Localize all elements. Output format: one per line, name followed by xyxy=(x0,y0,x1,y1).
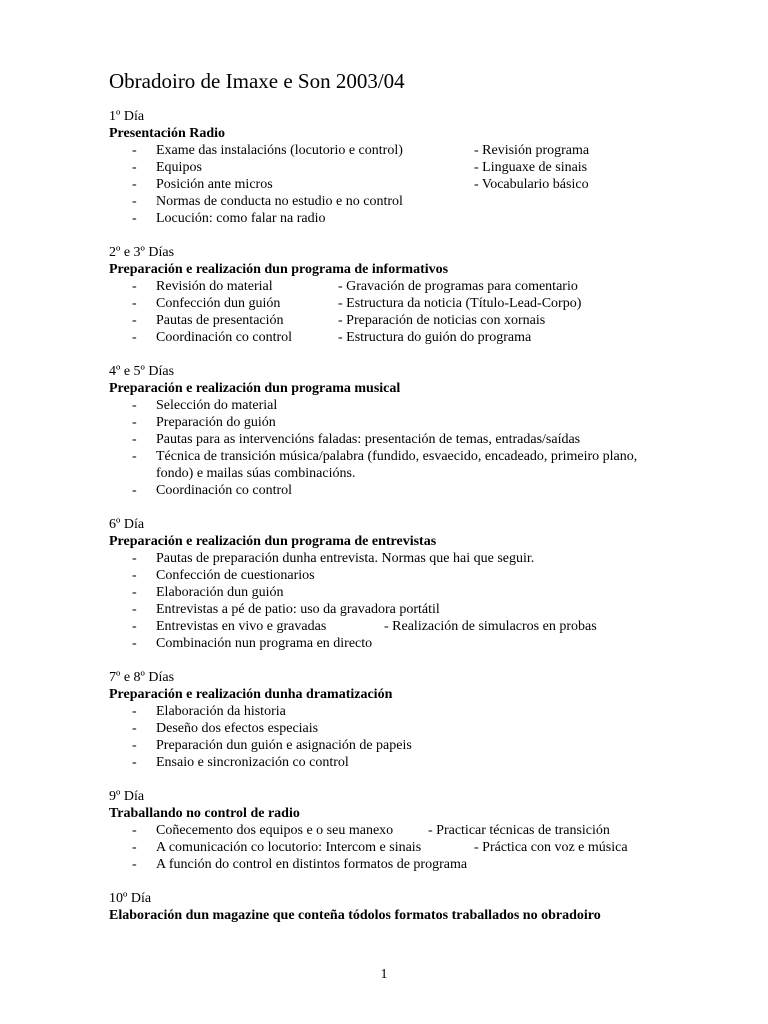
section-heading: Preparación e realización dunha dramatización xyxy=(109,687,393,702)
item-extra-text: - Practicar técnicas de transición xyxy=(428,823,610,838)
item-text: Pautas de presentación xyxy=(156,313,284,328)
item-text: A comunicación co locutorio: Intercom e sinais xyxy=(156,840,422,855)
item-extra-text: - Gravación de programas para comentario xyxy=(338,279,578,294)
item-extra-text: - Linguaxe de sinais xyxy=(474,160,588,175)
item-text: Equipos xyxy=(156,160,202,175)
item-text: Elaboración dun guión xyxy=(156,585,284,600)
item-list xyxy=(109,703,709,771)
list-item: - Confección dun guión - Estructura da noticia (Título-Lead-Corpo) xyxy=(132,296,582,311)
list-item: - Pautas para as intervencións faladas: presentación de temas, entradas/saídas xyxy=(132,432,581,447)
list-item: - Pautas de presentación - Preparación de noticias con xornais xyxy=(132,313,546,328)
item-text: Preparación do guión xyxy=(156,415,276,430)
list-item: - A comunicación co locutorio: Intercom e sinais - Práctica con voz e música xyxy=(132,840,628,855)
list-item: - Elaboración da historia xyxy=(132,704,286,719)
list-item: - Coñecemento dos equipos e o seu manexo - Practicar técnicas de transición xyxy=(132,823,610,838)
section-heading: Preparación e realización dun programa de informativos xyxy=(109,262,449,277)
list-item: - Normas de conducta no estudio e no control xyxy=(132,194,403,209)
list-item: - Entrevistas en vivo e gravadas - Realización de simulacros en probas xyxy=(132,619,597,634)
item-extra-text: - Estructura da noticia (Título-Lead-Corpo) xyxy=(338,296,582,311)
list-item: - Deseño dos efectos especiais xyxy=(132,721,319,736)
item-extra-text: - Revisión programa xyxy=(474,143,590,158)
section-heading: Presentación Radio xyxy=(109,126,226,141)
page-number: 1 xyxy=(380,967,388,982)
item-text: Selección do material xyxy=(156,398,278,413)
section-heading: Elaboración dun magazine que conteña tódolos formatos traballados no obradoiro xyxy=(109,908,601,923)
item-text: Pautas para as intervencións faladas: presentación de temas, entradas/saídas xyxy=(156,432,581,447)
list-item: - Equipos - Linguaxe de sinais xyxy=(132,160,588,175)
item-text: Normas de conducta no estudio e no control xyxy=(156,194,403,209)
item-text: Posición ante micros xyxy=(156,177,273,192)
item-text: Confección de cuestionarios xyxy=(156,568,315,583)
item-list xyxy=(109,142,709,227)
item-text: Confección dun guión xyxy=(156,296,281,311)
list-item: - Preparación do guión xyxy=(132,415,276,430)
document-body xyxy=(109,108,709,941)
section-day-10 xyxy=(109,890,709,924)
section-days-2-3 xyxy=(109,244,709,346)
item-extra-text: - Estructura do guión do programa xyxy=(338,330,532,345)
item-text: Entrevistas en vivo e gravadas xyxy=(156,619,327,634)
list-item: - A función do control en distintos formatos de programa xyxy=(132,857,468,872)
list-item: - Entrevistas a pé de patio: uso da gravadora portátil xyxy=(132,602,440,617)
item-list xyxy=(109,550,709,652)
section-heading: Preparación e realización dun programa musical xyxy=(109,381,401,396)
list-item: - Posición ante micros - Vocabulario básico xyxy=(132,177,589,192)
section-day-label: 9º Día xyxy=(109,789,145,804)
section-days-4-5 xyxy=(109,363,709,499)
list-item: - Exame das instalacións (locutorio e control) - Revisión programa xyxy=(132,143,590,158)
item-text: Pautas de preparación dunha entrevista. Normas que hai que seguir. xyxy=(156,551,535,566)
section-day-label: 1º Día xyxy=(109,109,145,124)
item-text: A función do control en distintos formatos de programa xyxy=(156,857,468,872)
section-heading: Preparación e realización dun programa de entrevistas xyxy=(109,534,437,549)
section-day-label: 4º e 5º Días xyxy=(109,364,175,379)
section-day-6 xyxy=(109,516,709,652)
list-item: - Selección do material xyxy=(132,398,278,413)
section-day-label: 10º Día xyxy=(109,891,152,906)
item-extra-text: - Realización de simulacros en probas xyxy=(384,619,597,634)
item-text: Coordinación co control xyxy=(156,483,293,498)
item-text: Preparación dun guión e asignación de papeis xyxy=(156,738,412,753)
list-item: - Elaboración dun guión xyxy=(132,585,284,600)
list-item: - Técnica de transición música/palabra (fundido, esvaecido, encadeado, primeiro plano, fondo) e mailas súas combinacións. xyxy=(109,448,709,482)
item-text: Coñecemento dos equipos e o seu manexo xyxy=(156,823,394,838)
item-text: Deseño dos efectos especiais xyxy=(156,721,319,736)
section-day-label: 7º e 8º Días xyxy=(109,670,175,685)
list-item: - Confección de cuestionarios xyxy=(132,568,315,583)
item-extra-text: - Vocabulario básico xyxy=(474,177,589,192)
list-item: - Coordinación co control xyxy=(132,483,293,498)
list-item: - Combinación nun programa en directo xyxy=(132,636,373,651)
item-extra-text: - Preparación de noticias con xornais xyxy=(338,313,546,328)
item-text: Elaboración da historia xyxy=(156,704,286,719)
item-text: Locución: como falar na radio xyxy=(156,211,326,226)
section-day-label: 6º Día xyxy=(109,517,145,532)
item-text: Exame das instalacións (locutorio e control) xyxy=(156,143,403,158)
item-text: Entrevistas a pé de patio: uso da gravadora portátil xyxy=(156,602,440,617)
section-day-9 xyxy=(109,788,709,873)
section-days-7-8 xyxy=(109,669,709,771)
list-item: - Locución: como falar na radio xyxy=(132,211,326,226)
list-item: - Revisión do material - Gravación de programas para comentario xyxy=(132,279,578,294)
item-list xyxy=(109,278,709,346)
section-heading: Traballando no control de radio xyxy=(109,806,300,821)
item-text: Revisión do material xyxy=(156,279,273,294)
item-text: Técnica de transición música/palabra (fundido, esvaecido, encadeado, primeiro plano, fondo) e mailas súas combinacións. xyxy=(156,449,638,481)
list-item: - Preparación dun guión e asignación de papeis xyxy=(132,738,412,753)
list-item: - Pautas de preparación dunha entrevista. Normas que hai que seguir. xyxy=(132,551,535,566)
page-title: Obradoiro de Imaxe e Son 2003/04 xyxy=(109,69,405,93)
list-item: - Ensaio e sincronización co control xyxy=(132,755,349,770)
section-day-1 xyxy=(109,108,709,227)
list-item: - Coordinación co control - Estructura do guión do programa xyxy=(132,330,532,345)
item-extra-text: - Práctica con voz e música xyxy=(474,840,628,855)
item-text: Ensaio e sincronización co control xyxy=(156,755,349,770)
item-text: Combinación nun programa en directo xyxy=(156,636,373,651)
item-list xyxy=(109,822,709,873)
section-day-label: 2º e 3º Días xyxy=(109,245,175,260)
item-list xyxy=(109,397,709,499)
item-text: Coordinación co control xyxy=(156,330,293,345)
